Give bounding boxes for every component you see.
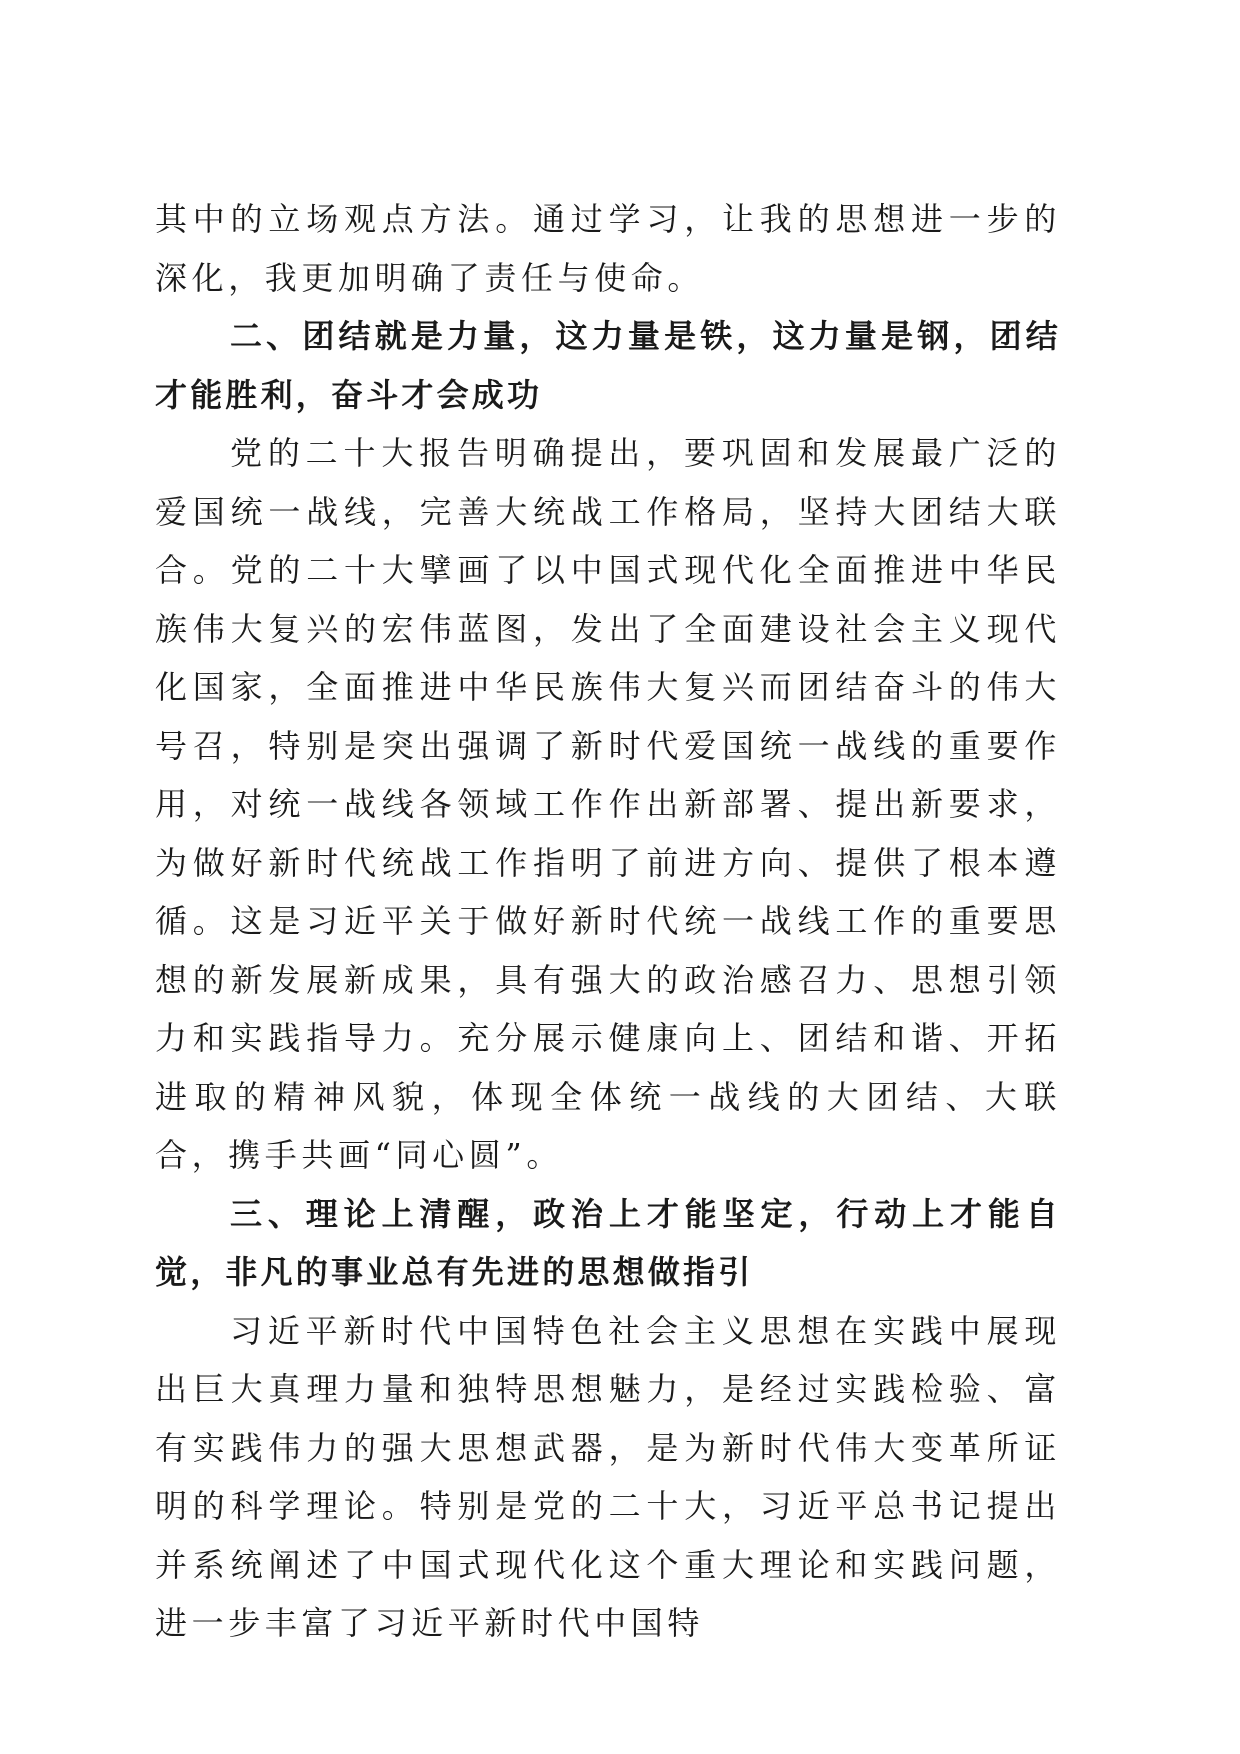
document-body [155, 190, 1061, 1653]
paragraph-theory: 习近平新时代中国特色社会主义思想在实践中展现出巨大真理力量和独特思想魅力，是经过实践检验、富有实践伟力的强大思想武器，是为新时代伟大变革所证明的科学理论。特别是党的二十大，习近平总书记提出并系统阐述了中国式现代化这个重大理论和实践问题，进一步丰富了习近平新时代中国特 [155, 1311, 1061, 1642]
paragraph-continuation: 其中的立场观点方法。通过学习，让我的思想进一步的深化，我更加明确了责任与使命。 [155, 200, 1061, 297]
paragraph-united-front: 党的二十大报告明确提出，要巩固和发展最广泛的爱国统一战线，完善大统战工作格局，坚持大团结大联合。党的二十大擘画了以中国式现代化全面推进中华民族伟大复兴的宏伟蓝图，发出了全面建设社会主义现代化国家，全面推进中华民族伟大复兴而团结奋斗的伟大号召，特别是突出强调了新时代爱国统一战线的重要作用，对统一战线各领域工作作出新部署、提出新要求，为做好新时代统战工作指明了前进方向、提供了根本遵循。这是习近平关于做好新时代统一战线工作的重要思想的新发展新成果，具有强大的政治感召力、思想引领力和实践指导力。充分展示健康向上、团结和谐、开拓进取的精神风貌，体现全体统一战线的大团结、大联合，携手共画“同心圆”。 [155, 434, 1061, 1174]
section-heading-unity: 二、团结就是力量，这力量是铁，这力量是钢，团结才能胜利，奋斗才会成功 [155, 317, 1061, 414]
section-heading-theory: 三、理论上清醒，政治上才能坚定，行动上才能自觉，非凡的事业总有先进的思想做指引 [155, 1194, 1061, 1291]
